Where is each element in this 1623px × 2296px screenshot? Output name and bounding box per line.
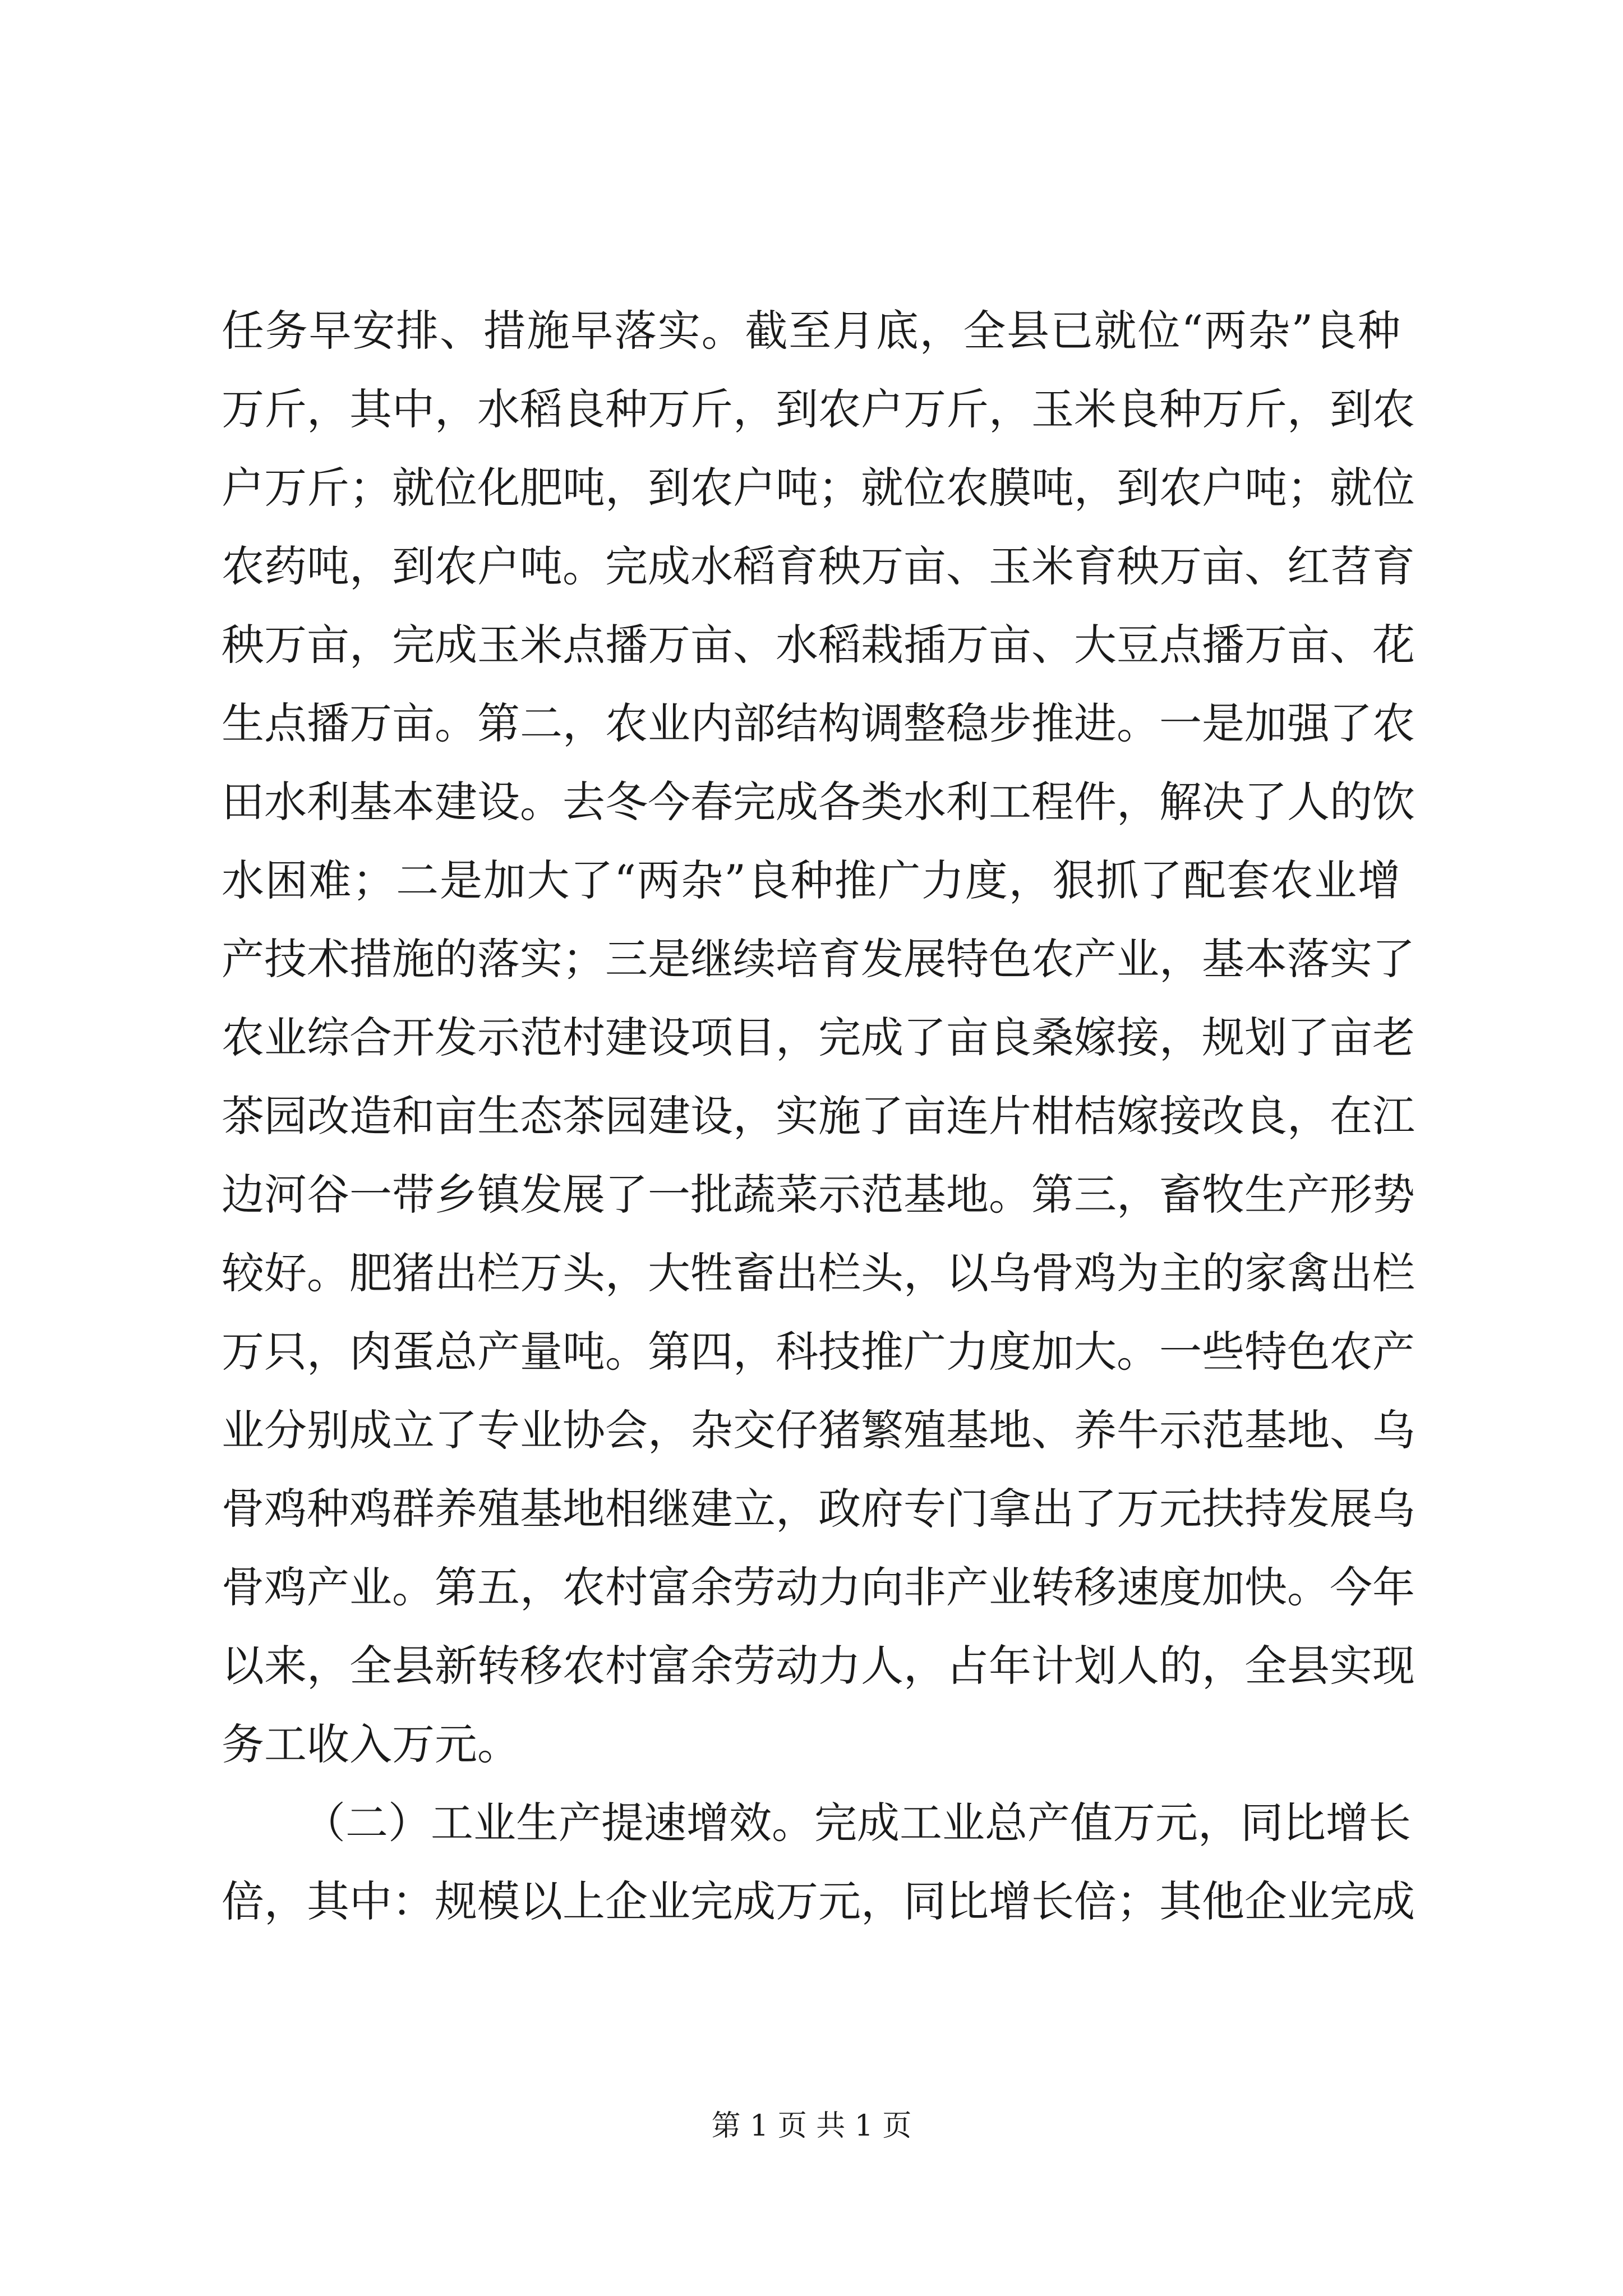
page-footer	[0, 2104, 1623, 2148]
body-line-18: 以来，全县新转移农村富余劳动力人，占年计划人的，全县实现	[222, 1641, 1415, 1691]
body-line-1: 任务早安排、措施早落实。截至月底，全县已就位“两杂”良种	[222, 306, 1400, 356]
body-line-21: 倍，其中：规模以上企业完成万元，同比增长倍；其他企业完成	[222, 1876, 1415, 1926]
body-line-19: 务工收入万元。	[222, 1719, 520, 1769]
body-line-11: 茶园改造和亩生态茶园建设，实施了亩连片柑桔嫁接改良，在江	[222, 1091, 1415, 1141]
section-heading-line: （二）工业生产提速增效。完成工业总产值万元，同比增长	[303, 1798, 1411, 1848]
body-line-14: 万只，肉蛋总产量吨。第四，科技推广力度加大。一些特色农产	[222, 1327, 1415, 1377]
body-line-9: 产技术措施的落实；三是继续培育发展特色农产业，基本落实了	[222, 934, 1415, 984]
body-line-13: 较好。肥猪出栏万头，大牲畜出栏头，以乌骨鸡为主的家禽出栏	[222, 1248, 1415, 1298]
page-number-label: 第 1 页 共 1 页	[711, 2109, 912, 2143]
body-line-3: 户万斤；就位化肥吨，到农户吨；就位农膜吨，到农户吨；就位	[222, 463, 1415, 513]
body-line-5: 秧万亩，完成玉米点播万亩、水稻栽插万亩、大豆点播万亩、花	[222, 620, 1415, 670]
body-line-12: 边河谷一带乡镇发展了一批蔬菜示范基地。第三，畜牧生产形势	[222, 1170, 1415, 1220]
body-line-2: 万斤，其中，水稻良种万斤，到农户万斤，玉米良种万斤，到农	[222, 384, 1415, 434]
body-line-4: 农药吨，到农户吨。完成水稻育秧万亩、玉米育秧万亩、红苕育	[222, 541, 1415, 591]
body-line-17: 骨鸡产业。第五，农村富余劳动力向非产业转移速度加快。今年	[222, 1562, 1415, 1612]
body-line-6: 生点播万亩。第二，农业内部结构调整稳步推进。一是加强了农	[222, 698, 1415, 748]
body-line-7: 田水利基本建设。去冬今春完成各类水利工程件，解决了人的饮	[222, 777, 1415, 827]
body-line-16: 骨鸡种鸡群养殖基地相继建立，政府专门拿出了万元扶持发展乌	[222, 1484, 1415, 1534]
body-line-10: 农业综合开发示范村建设项目，完成了亩良桑嫁接，规划了亩老	[222, 1013, 1415, 1062]
body-line-15: 业分别成立了专业协会，杂交仔猪繁殖基地、养牛示范基地、乌	[222, 1405, 1415, 1455]
body-line-8: 水困难；二是加大了“两杂”良种推广力度，狠抓了配套农业增	[222, 855, 1400, 905]
